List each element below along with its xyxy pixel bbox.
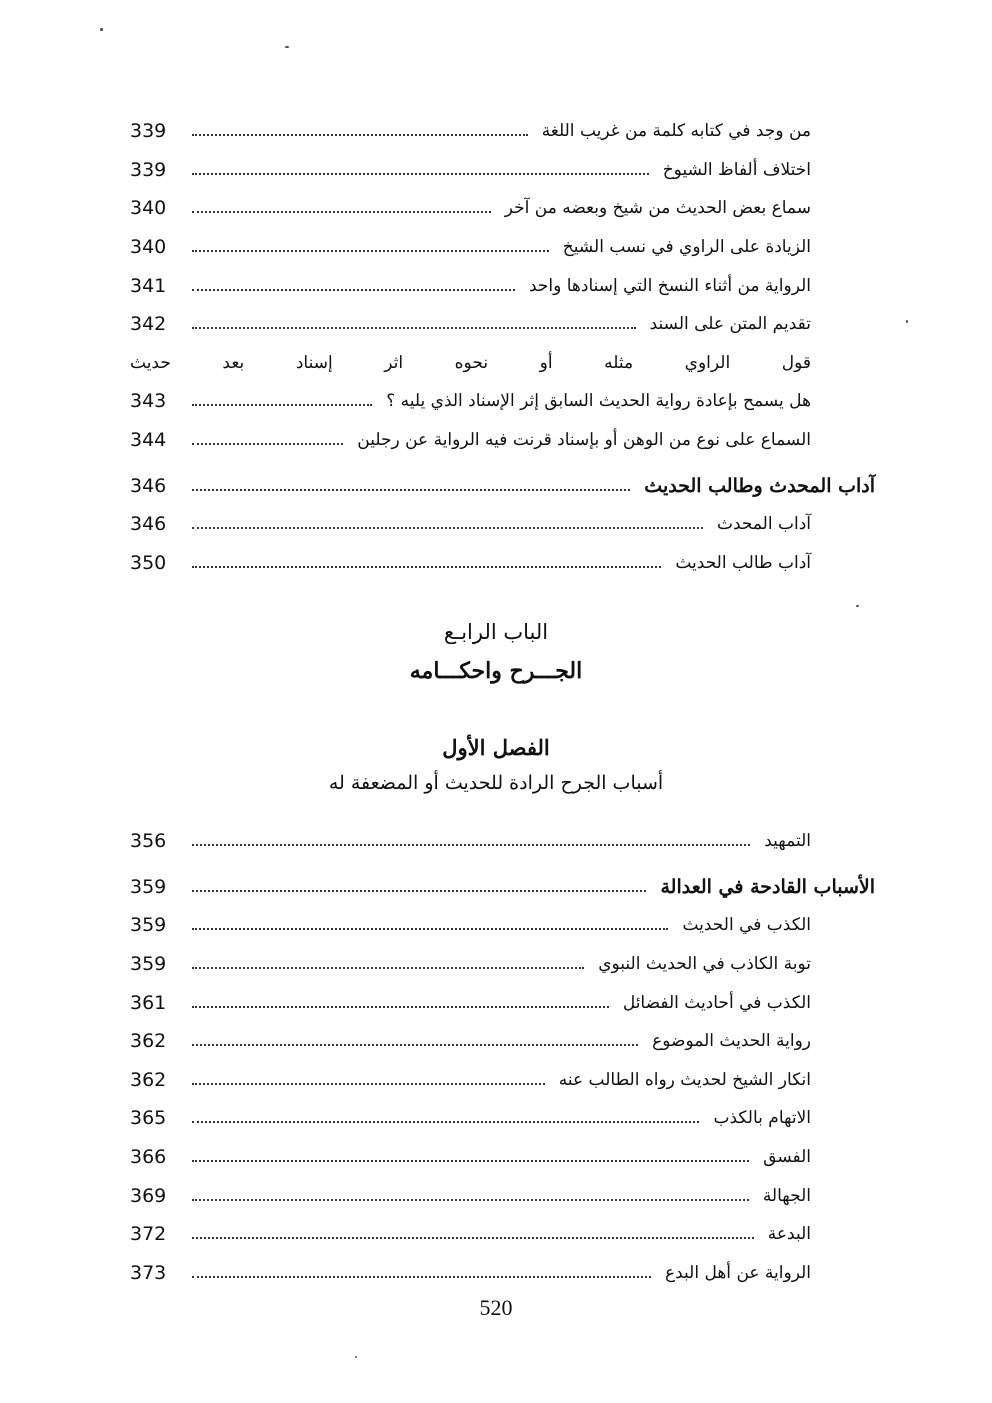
toc-entry: [130, 305, 875, 344]
toc-entry-page: 342: [130, 313, 167, 336]
toc-entry-page: 346: [130, 474, 167, 497]
toc-entry-title: سماع بعض الحديث من شيخ وبعضه من آخر: [504, 198, 811, 219]
part-label: الباب الرابـع: [443, 620, 549, 644]
toc-entry-title: اختلاف ألفاظ الشيوخ: [662, 159, 811, 180]
toc-entry-title: البدعة: [767, 1224, 811, 1245]
toc-entry-title: الكذب في أحاديث الفضائل: [622, 992, 811, 1013]
toc-entry: [130, 1176, 875, 1215]
toc-entry-page: 343: [130, 390, 167, 413]
toc-dot-leader: [192, 1237, 754, 1239]
scan-speck: [285, 46, 289, 48]
toc-entry-page: 362: [130, 1030, 167, 1053]
toc-dot-leader: [192, 211, 491, 213]
toc-dot-leader: [192, 1044, 638, 1046]
part-title: الجـــرح واحكـــامه: [409, 658, 583, 684]
toc-entry: [130, 266, 875, 305]
toc-entry: [130, 1061, 875, 1100]
toc-entry: [130, 983, 875, 1022]
toc-entry-page: 366: [130, 1146, 167, 1169]
toc-entry-page: 340: [130, 197, 167, 220]
toc-entry-title: من وجد في كتابه كلمة من غريب اللغة: [541, 121, 811, 142]
chapter-label: الفصل الأول: [442, 735, 550, 760]
toc-section-1: [130, 112, 875, 582]
toc-entry: [130, 151, 875, 190]
toc-entry-title: آداب المحدث: [716, 514, 811, 535]
toc-entry-title: توبة الكاذب في الحديث النبوي: [598, 954, 811, 975]
toc-entry-title: الفسق: [763, 1147, 811, 1168]
toc-entry-title: آداب طالب الحديث: [675, 552, 811, 573]
toc-dot-leader: [192, 1006, 609, 1008]
toc-entry-title: انكار الشيخ لحديث رواه الطالب عنه: [558, 1069, 811, 1090]
toc-dot-leader: [192, 928, 668, 930]
toc-entry-title: الجهالة: [762, 1185, 811, 1206]
toc-dot-leader: [192, 844, 750, 846]
toc-entry: [130, 822, 875, 861]
toc-entry-title: هل يسمح بإعادة رواية الحديث السابق إثر الإسناد الذي يليه ؟: [386, 391, 811, 412]
toc-dot-leader: [192, 1276, 651, 1278]
toc-entry-page: 361: [130, 991, 167, 1014]
toc-entry: [130, 466, 875, 505]
toc-dot-leader: [192, 1199, 749, 1201]
toc-entry-page: 350: [130, 551, 167, 574]
toc-entry: [130, 189, 875, 228]
toc-dot-leader: [192, 1121, 699, 1123]
toc-entry-title: الأسباب القادحة في العدالة: [660, 875, 875, 898]
toc-dot-leader: [192, 327, 636, 329]
toc-dot-leader: [192, 443, 343, 445]
toc-entry-page: 356: [130, 830, 167, 853]
toc-entry: [130, 344, 875, 383]
toc-entry: [130, 228, 875, 267]
toc-entry-title: قول الراوي مثله أو نحوه اثر إسناد بعد حديث: [130, 352, 811, 373]
toc-entry-title: التمهيد: [764, 831, 811, 852]
scan-speck: [906, 320, 908, 323]
toc-dot-leader: [192, 566, 661, 568]
toc-entry-page: 340: [130, 236, 167, 259]
toc-entry-page: 362: [130, 1068, 167, 1091]
toc-entry-title: الرواية من أثناء النسخ التي إسنادها واحد: [528, 275, 811, 296]
toc-dot-leader: [192, 250, 549, 252]
toc-entry: [130, 112, 875, 151]
scan-speck: [856, 605, 859, 607]
toc-entry-page: 365: [130, 1107, 167, 1130]
scan-speck: [100, 28, 103, 31]
toc-entry: [130, 505, 875, 544]
toc-dot-leader: [192, 134, 528, 136]
toc-entry-title: تقديم المتن على السند: [649, 314, 811, 335]
toc-entry: [130, 1022, 875, 1061]
toc-entry-page: 346: [130, 513, 167, 536]
toc-entry-title: آداب المحدث وطالب الحديث: [644, 474, 875, 497]
toc-dot-leader: [192, 890, 646, 892]
toc-entry: [130, 906, 875, 945]
toc-dot-leader: [192, 404, 372, 406]
toc-entry-page: 344: [130, 429, 167, 452]
toc-entry: [130, 1138, 875, 1177]
toc-entry-page: 341: [130, 274, 167, 297]
toc-dot-leader: [192, 967, 584, 969]
toc-entry-page: 373: [130, 1261, 167, 1284]
toc-entry-title: الكذب في الحديث: [682, 915, 811, 936]
toc-entry: [130, 1099, 875, 1138]
toc-entry-title: الاتهام بالكذب: [713, 1108, 811, 1129]
toc-entry: [130, 945, 875, 984]
toc-entry-title: رواية الحديث الموضوع: [652, 1031, 811, 1052]
toc-dot-leader: [192, 1160, 749, 1162]
toc-entry-page: 369: [130, 1184, 167, 1207]
toc-entry: [130, 1215, 875, 1254]
toc-section-2: [130, 822, 875, 1292]
toc-entry-page: 372: [130, 1223, 167, 1246]
toc-entry-title: الرواية عن أهل البدع: [664, 1262, 811, 1283]
toc-dot-leader: [192, 173, 649, 175]
toc-entry-page: 359: [130, 914, 167, 937]
page-number: 520: [479, 1295, 513, 1320]
scan-speck: [355, 1356, 357, 1358]
toc-dot-leader: [192, 489, 630, 491]
toc-entry: [130, 868, 875, 907]
toc-entry: [130, 1254, 875, 1293]
toc-entry-page: 339: [130, 120, 167, 143]
toc-dot-leader: [192, 1083, 545, 1085]
toc-entry-page: 359: [130, 875, 167, 898]
toc-entry: [130, 544, 875, 583]
toc-dot-leader: [192, 289, 515, 291]
toc-entry-title: الزيادة على الراوي في نسب الشيخ: [562, 237, 811, 258]
toc-entry: [130, 382, 875, 421]
toc-entry-page: 339: [130, 158, 167, 181]
toc-entry-page: 359: [130, 953, 167, 976]
chapter-title: أسباب الجرح الرادة للحديث أو المضعفة له: [328, 772, 664, 794]
toc-dot-leader: [192, 527, 703, 529]
toc-entry-title: السماع على نوع من الوهن أو بإسناد قرنت فيه الرواية عن رجلين: [357, 430, 811, 451]
toc-entry: [130, 421, 875, 460]
